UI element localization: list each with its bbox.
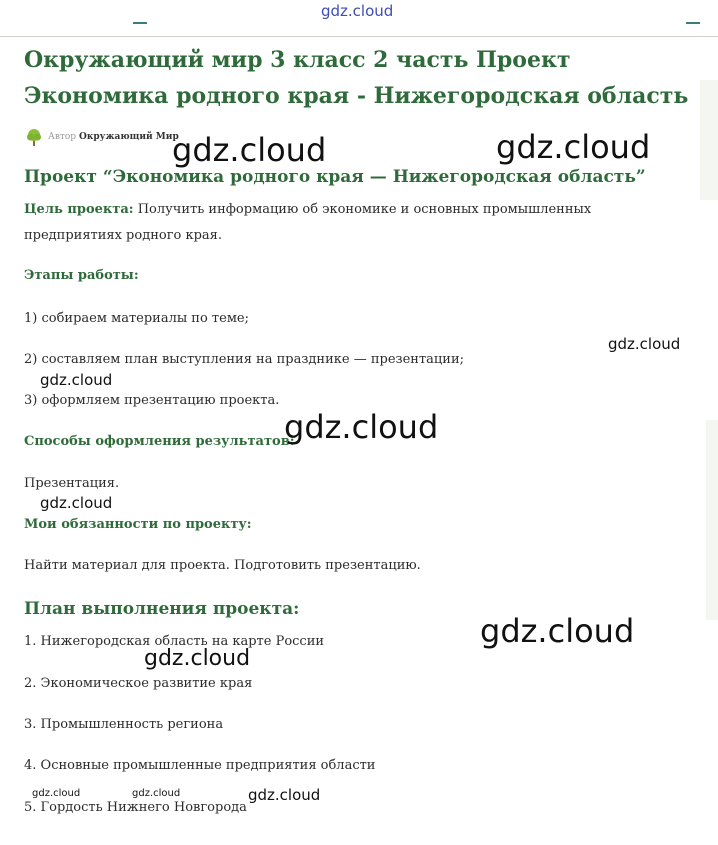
author-line [24,126,179,148]
plan-heading: План выполнения проекта: [24,599,300,619]
top-bar-marker [686,22,700,24]
goal-text: Получить информацию об экономике и основных промышленных предприятиях родного края. [24,202,592,243]
watermark: gdz.cloud [132,788,181,799]
plan-item: 3. Промышленность региона [24,717,224,732]
watermark: gdz.cloud [40,371,113,389]
top-bar [0,0,718,37]
stages-heading: Этапы работы: [24,268,139,283]
results-heading: Способы оформления результатов: [24,434,295,449]
watermark: gdz.cloud [40,494,113,512]
watermark: gdz.cloud [480,612,635,650]
duties-text: Найти материал для проекта. Подготовить презентацию. [24,558,421,573]
results-text: Презентация. [24,476,120,491]
plan-item: 1. Нижегородская область на карте России [24,634,325,649]
stage-item: 2) составляем план выступления на празднике — презентации; [24,352,464,367]
tree-icon [24,127,44,147]
watermark: gdz.cloud [284,408,439,446]
watermark: gdz.cloud [248,786,321,804]
watermark: gdz.cloud [172,131,327,169]
watermark: gdz.cloud [608,335,681,353]
goal-label: Цель проекта: [24,202,134,217]
stage-item: 3) оформляем презентацию проекта. [24,393,280,408]
plan-item: 4. Основные промышленные предприятия области [24,758,376,773]
plan-item: 5. Гордость Нижнего Новгорода [24,800,247,815]
plan-item: 2. Экономическое развитие края [24,676,253,691]
top-bar-marker [133,22,147,24]
side-strip [706,420,718,620]
author-label: Автор [48,132,77,142]
watermark: gdz.cloud [144,646,251,671]
duties-heading: Мои обязанности по проекту: [24,517,252,532]
watermark: gdz.cloud [496,128,651,166]
stage-item: 1) собираем материалы по теме; [24,311,249,326]
watermark: gdz.cloud [321,2,394,20]
goal-paragraph [24,197,664,249]
author-name[interactable]: Окружающий Мир [79,132,179,142]
watermark: gdz.cloud [32,788,81,799]
project-heading: Проект “Экономика родного края — Нижегородская область” [24,167,646,187]
page-title: Окружающий мир 3 класс 2 часть Проект Экономика родного края - Нижегородская область [24,47,689,109]
